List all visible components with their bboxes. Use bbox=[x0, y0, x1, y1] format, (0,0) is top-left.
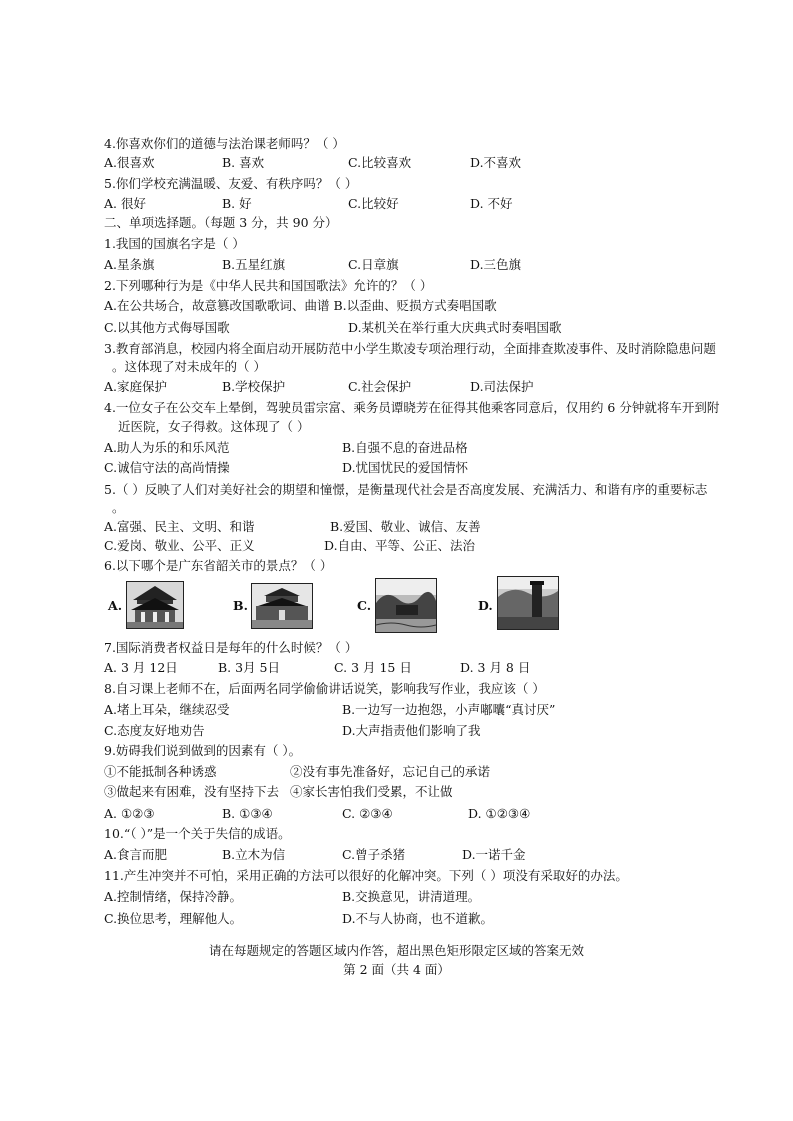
q7-stem: 7.国际消费者权益日是每年的什么时候？（ ） bbox=[104, 640, 358, 655]
q9-item-1: ①不能抵制各种诱惑 bbox=[104, 764, 217, 779]
q2-option-c: C.以其他方式侮辱国歌 bbox=[104, 320, 230, 335]
q4-option-d: D.忧国忧民的爱国情怀 bbox=[342, 460, 469, 475]
q8-option-c: C.态度友好地劝告 bbox=[104, 723, 205, 738]
q10-option-b: B.立木为信 bbox=[222, 847, 286, 862]
q11-option-d: D.不与人协商，也不道歉。 bbox=[342, 911, 494, 926]
survey-q4-stem: 4.你喜欢你们的道德与法治课老师吗？（ ） bbox=[104, 136, 345, 151]
q10-option-a: A.食言而肥 bbox=[104, 847, 168, 862]
q4-stem-cont: 近医院，女子得救。这体现了（ ） bbox=[118, 419, 310, 434]
q8-option-b: B.一边写一边抱怨，小声嘟囔“真讨厌” bbox=[342, 702, 556, 717]
page-number: 第 2 面（共 4 面） bbox=[343, 962, 450, 977]
q5-stem-cont: 。 bbox=[112, 500, 125, 515]
q3-option-a: A.家庭保护 bbox=[104, 379, 168, 394]
q11-option-c: C.换位思考，理解他人。 bbox=[104, 911, 243, 926]
q4-option-b: B.自强不息的奋进品格 bbox=[342, 440, 468, 455]
q6-option-d: D. bbox=[478, 598, 493, 613]
q9-option-a: A. ①②③ bbox=[104, 806, 155, 821]
survey-q4-option-b: B. 喜欢 bbox=[222, 155, 265, 170]
survey-q5-option-d: D. 不好 bbox=[470, 196, 513, 211]
q6-photo-a bbox=[126, 581, 184, 629]
q8-option-d: D.大声指责他们影响了我 bbox=[342, 723, 481, 738]
q6-option-a: A. bbox=[108, 598, 123, 613]
q11-option-a: A.控制情绪，保持冷静。 bbox=[104, 889, 243, 904]
q1-option-c: C.日章旗 bbox=[348, 257, 399, 272]
q10-option-d: D.一诺千金 bbox=[462, 847, 526, 862]
q1-option-a: A.星条旗 bbox=[104, 257, 155, 272]
q1-stem: 1.我国的国旗名字是（ ） bbox=[104, 236, 245, 251]
q10-stem: 10.“（ ）”是一个关于失信的成语。 bbox=[104, 826, 291, 841]
q11-stem: 11.产生冲突并不可怕，采用正确的方法可以很好的化解冲突。下列（ ）项没有采取好的办法。 bbox=[104, 868, 628, 883]
survey-q4-option-c: C.比较喜欢 bbox=[348, 155, 412, 170]
q3-option-b: B.学校保护 bbox=[222, 379, 286, 394]
q2-stem: 2.下列哪种行为是《中华人民共和国国歌法》允许的？（ ） bbox=[104, 278, 433, 293]
q8-stem: 8.自习课上老师不在，后面两名同学偷偷讲话说笑，影响我写作业，我应该（ ） bbox=[104, 681, 545, 696]
q9-item-4: ④家长害怕我们受累，不让做 bbox=[290, 784, 453, 799]
q7-option-d: D. 3 月 8 日 bbox=[460, 660, 531, 675]
survey-q5-option-b: B. 好 bbox=[222, 196, 252, 211]
q3-stem: 3.教育部消息，校园内将全面启动开展防范中小学生欺凌专项治理行动，全面排查欺凌事件、及时消除隐患问题 bbox=[104, 341, 716, 356]
q9-option-c: C. ②③④ bbox=[342, 806, 393, 821]
q6-photo-c bbox=[375, 578, 437, 633]
q9-item-2: ②没有事先准备好，忘记自己的承诺 bbox=[290, 764, 491, 779]
q3-option-d: D.司法保护 bbox=[470, 379, 534, 394]
q5-option-b: B.爱国、敬业、诚信、友善 bbox=[330, 519, 481, 534]
q9-item-3: ③做起来有困难，没有坚持下去 bbox=[104, 784, 280, 799]
survey-q4-option-d: D.不喜欢 bbox=[470, 155, 522, 170]
survey-q5-option-c: C.比较好 bbox=[348, 196, 399, 211]
section-heading: 二、单项选择题。（每题 3 分，共 90 分） bbox=[104, 215, 338, 230]
q9-stem: 9.妨碍我们说到做到的因素有（ ）。 bbox=[104, 743, 302, 758]
q3-option-c: C.社会保护 bbox=[348, 379, 412, 394]
survey-q5-option-a: A. 很好 bbox=[104, 196, 146, 211]
q9-option-b: B. ①③④ bbox=[222, 806, 273, 821]
q5-option-a: A.富强、民主、文明、和谐 bbox=[104, 519, 255, 534]
q6-option-b: B. bbox=[233, 598, 248, 613]
q6-option-c: C. bbox=[357, 598, 372, 613]
q2-option-ab: A.在公共场合，故意篡改国歌歌词、曲谱 B.以歪曲、贬损方式奏唱国歌 bbox=[104, 298, 497, 313]
q10-option-c: C.曾子杀猪 bbox=[342, 847, 406, 862]
q1-option-b: B.五星红旗 bbox=[222, 257, 286, 272]
q9-option-d: D. ①②③④ bbox=[468, 806, 531, 821]
q3-stem-cont: 。这体现了对未成年的（ ） bbox=[112, 359, 266, 374]
q11-option-b: B.交换意见，讲清道理。 bbox=[342, 889, 481, 904]
q4-option-c: C.诚信守法的高尚情操 bbox=[104, 460, 230, 475]
q7-option-a: A. 3 月 12日 bbox=[104, 660, 178, 675]
q5-option-d: D.自由、平等、公正、法治 bbox=[324, 538, 476, 553]
q5-stem: 5.（ ）反映了人们对美好社会的期望和憧憬，是衡量现代社会是否高度发展、充满活力、和谐有序的重要标志 bbox=[104, 482, 708, 497]
q6-stem: 6.以下哪个是广东省韶关市的景点？（ ） bbox=[104, 558, 333, 573]
q6-photo-d bbox=[497, 576, 559, 630]
q6-photo-b bbox=[251, 583, 313, 629]
survey-q4-option-a: A.很喜欢 bbox=[104, 155, 155, 170]
q8-option-a: A.堵上耳朵，继续忍受 bbox=[104, 702, 230, 717]
q4-option-a: A.助人为乐的和乐风范 bbox=[104, 440, 230, 455]
q4-stem: 4.一位女子在公交车上晕倒，驾驶员雷宗富、乘务员谭晓芳在征得其他乘客同意后，仅用约 6 分钟就将车开到附 bbox=[104, 400, 720, 415]
q1-option-d: D.三色旗 bbox=[470, 257, 522, 272]
q7-option-c: C. 3 月 15 日 bbox=[334, 660, 412, 675]
q7-option-b: B. 3月 5日 bbox=[218, 660, 281, 675]
q2-option-d: D.某机关在举行重大庆典式时奏唱国歌 bbox=[348, 320, 562, 335]
survey-q5-stem: 5.你们学校充满温暖、友爱、有秩序吗？（ ） bbox=[104, 176, 358, 191]
answer-area-notice: 请在每题规定的答题区域内作答，超出黑色矩形限定区域的答案无效 bbox=[208, 943, 584, 958]
q5-option-c: C.爱岗、敬业、公平、正义 bbox=[104, 538, 255, 553]
